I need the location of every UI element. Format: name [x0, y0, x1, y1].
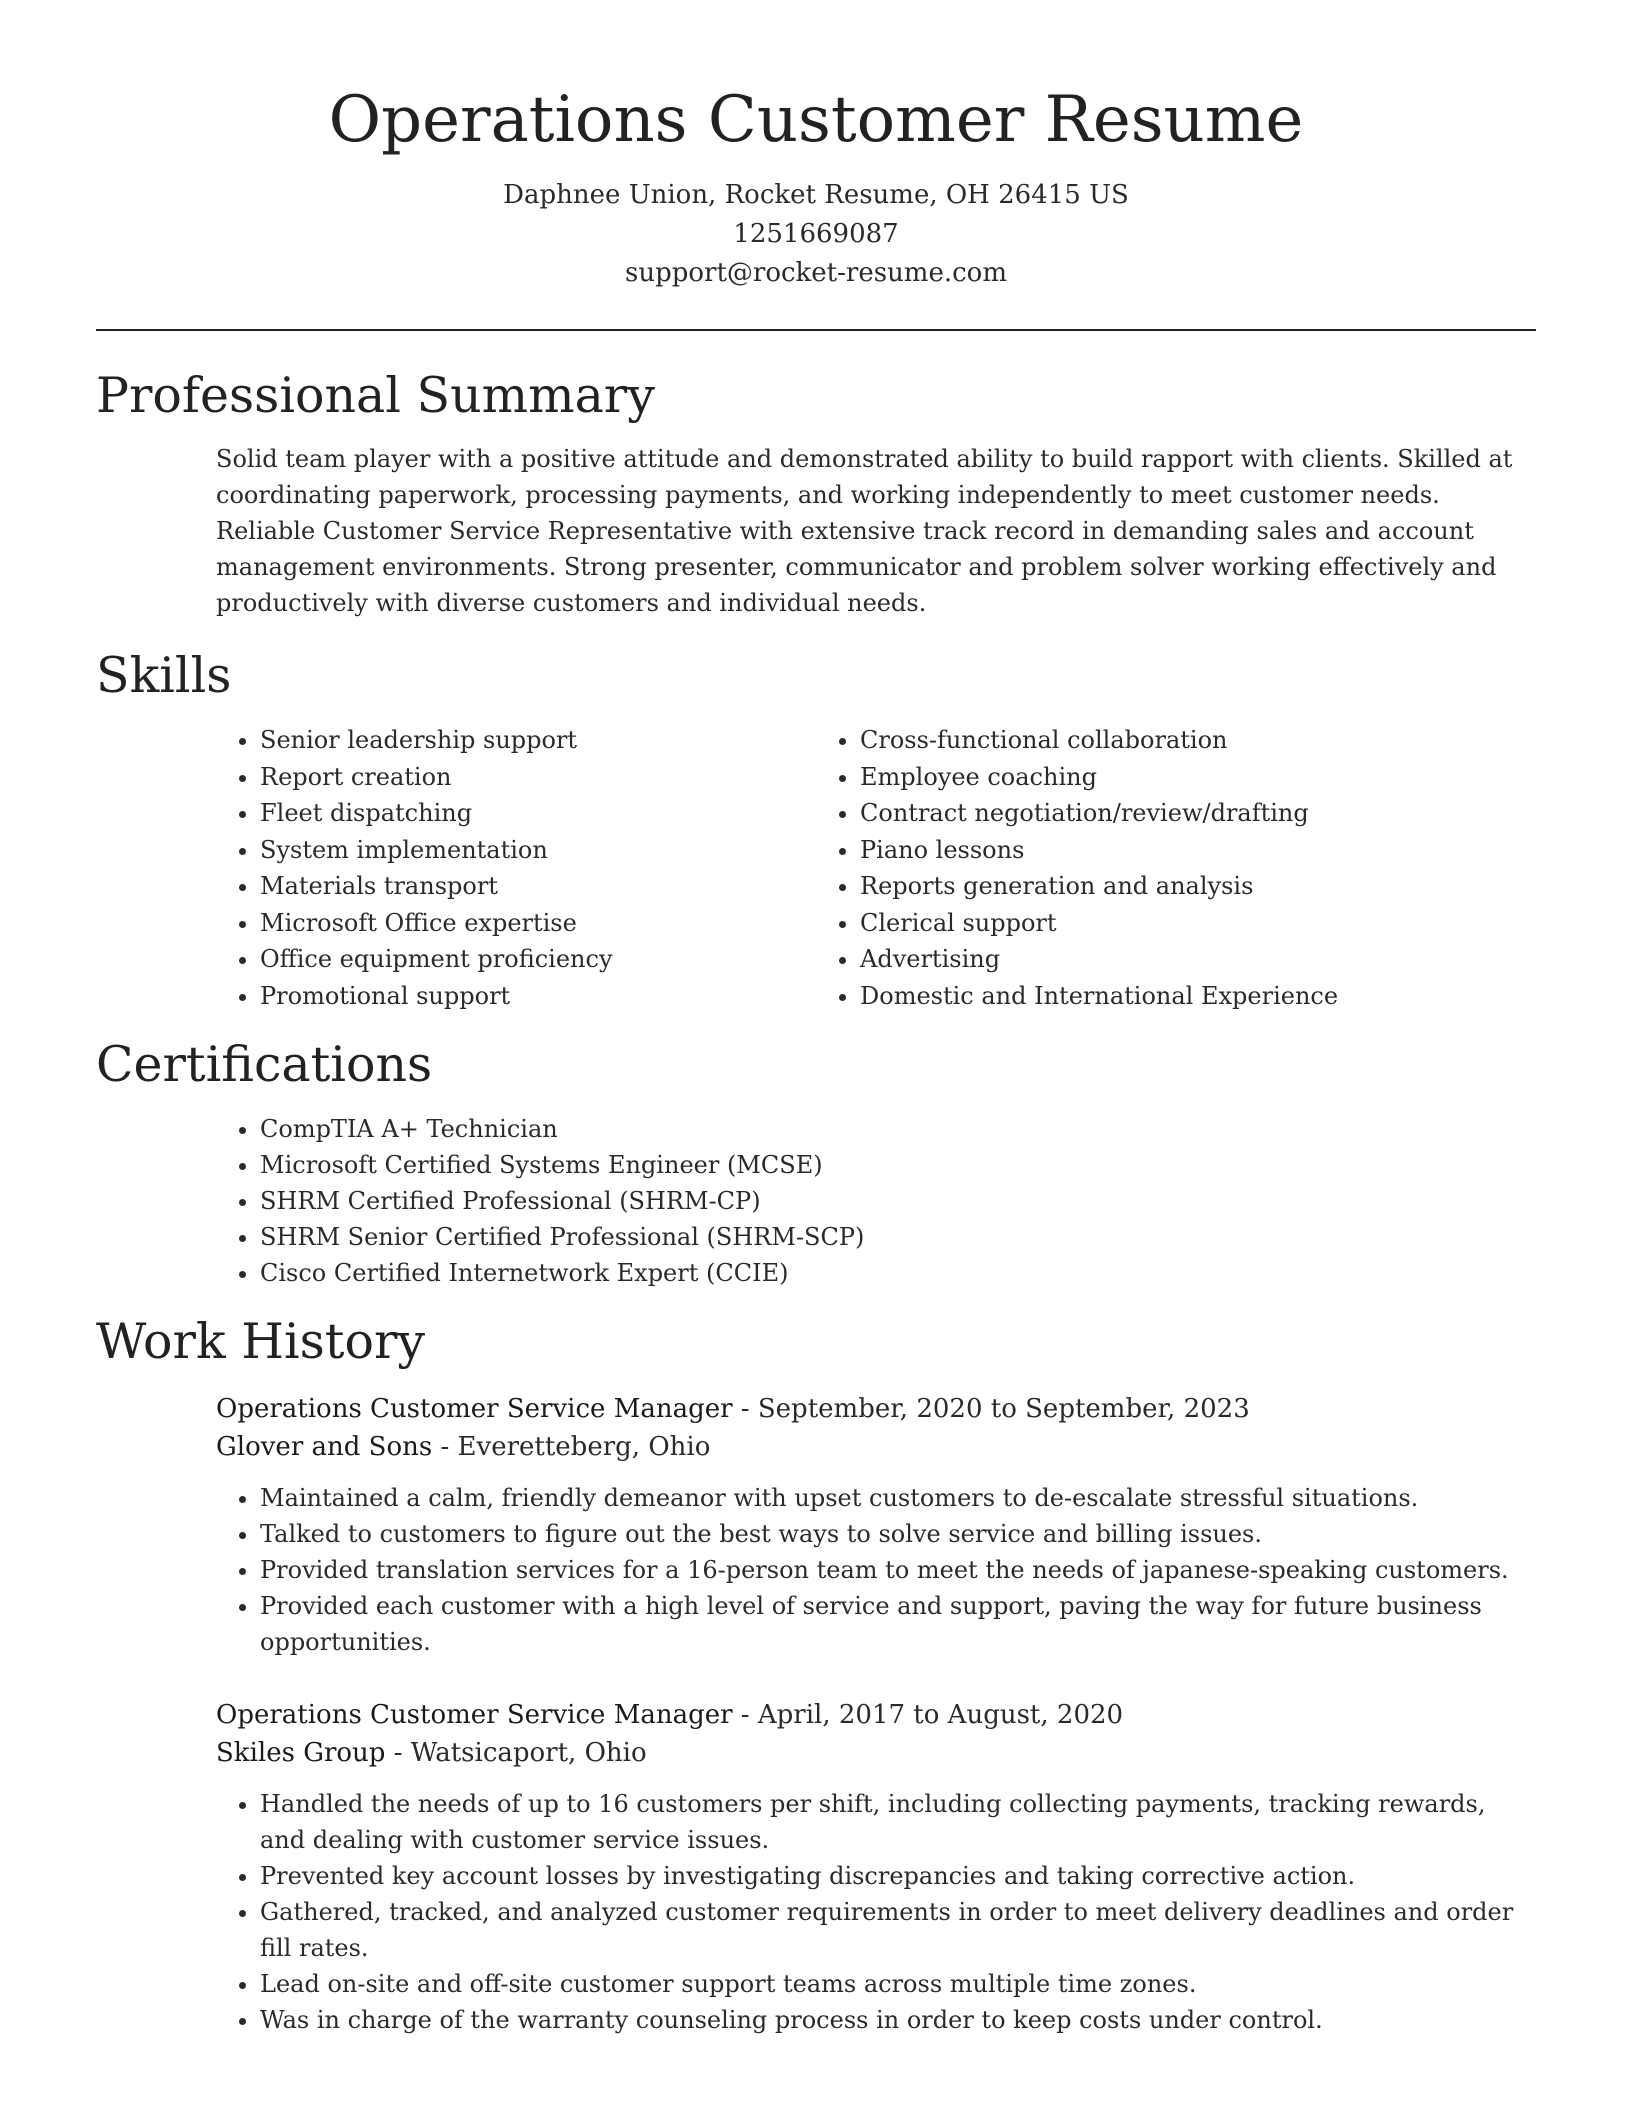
job-bullet: • Was in charge of the warranty counseling process in order to keep costs under control. [260, 2002, 1536, 2038]
job-bullet: • Maintained a calm, friendly demeanor with upset customers to de-escalate stressful situations. [260, 1480, 1536, 1516]
job-company-line [216, 1734, 1536, 1772]
skill-item: • Cross-functional collaboration [860, 722, 1338, 759]
job-location: - Everetteberg, Ohio [432, 1431, 711, 1462]
job-company: Glover and Sons [216, 1431, 433, 1462]
contact-email: support@rocket-resume.com [624, 257, 1007, 288]
job-bullet: • Provided translation services for a 16-person team to meet the needs of japanese-speaking customers. [260, 1552, 1536, 1588]
skills-list-right [816, 722, 1338, 1014]
certification-item: • SHRM Senior Certified Professional (SHRM-SCP) [260, 1219, 1536, 1255]
skill-item: • Fleet dispatching [260, 795, 816, 832]
work-history-section [96, 1313, 1536, 2038]
skills-section [96, 647, 1536, 1014]
summary-heading: Professional Summary [96, 366, 655, 424]
job-bullet: • Gathered, tracked, and analyzed customer requirements in order to meet delivery deadlines and order fill rates. [260, 1894, 1536, 1966]
job-company-line [216, 1428, 1536, 1466]
job-title-line [216, 1696, 1536, 1734]
certification-item: • SHRM Certified Professional (SHRM-CP) [260, 1183, 1536, 1219]
job-bullets [216, 1480, 1536, 1660]
work-history-heading: Work History [96, 1312, 426, 1370]
skill-item: • Domestic and International Experience [860, 978, 1338, 1015]
header-divider [96, 329, 1536, 331]
summary-text: Solid team player with a positive attitude and demonstrated ability to build rapport with clients. Skilled at coordinating paperwork, processing payments, and working independently to meet customer needs. Reliable Customer Service Representative with extensive track record in demanding sales and account management environments. Strong presenter, communicator and problem solver working effectively and productively with diverse customers and individual needs. [216, 445, 1513, 618]
skill-item: • Contract negotiation/review/drafting [860, 795, 1338, 832]
summary-section [96, 367, 1536, 622]
job-entry [216, 1696, 1536, 2038]
certifications-heading: Certifications [96, 1036, 433, 1094]
job-company: Skiles Group [216, 1737, 386, 1768]
job-dates: - April, 2017 to August, 2020 [732, 1699, 1124, 1730]
contact-block [96, 176, 1536, 293]
certification-item: • CompTIA A+ Technician [260, 1111, 1536, 1147]
skill-item: • Reports generation and analysis [860, 868, 1338, 905]
certifications-list [216, 1111, 1536, 1291]
skill-item: • Report creation [260, 759, 816, 796]
job-bullet: • Lead on-site and off-site customer support teams across multiple time zones. [260, 1966, 1536, 2002]
skill-item: • System implementation [260, 832, 816, 869]
job-bullet: • Handled the needs of up to 16 customers per shift, including collecting payments, tracking rewards, and dealing with customer service issues. [260, 1786, 1536, 1858]
skill-item: • Advertising [860, 941, 1338, 978]
job-title-line [216, 1390, 1536, 1428]
skills-list-left [216, 722, 816, 1014]
skill-item: • Microsoft Office expertise [260, 905, 816, 942]
skill-item: • Senior leadership support [260, 722, 816, 759]
skill-item: • Employee coaching [860, 759, 1338, 796]
contact-phone: 1251669087 [733, 218, 899, 249]
job-bullet: • Talked to customers to figure out the best ways to solve service and billing issues. [260, 1516, 1536, 1552]
certification-item: • Cisco Certified Internetwork Expert (CCIE) [260, 1255, 1536, 1291]
job-dates: - September, 2020 to September, 2023 [732, 1393, 1250, 1424]
contact-address: Daphnee Union, Rocket Resume, OH 26415 US [503, 179, 1129, 210]
skills-heading: Skills [96, 647, 232, 705]
resume-title: Operations Customer Resume [328, 83, 1304, 157]
job-bullet: • Provided each customer with a high level of service and support, paving the way for future business opportunities. [260, 1588, 1536, 1660]
certification-item: • Microsoft Certified Systems Engineer (MCSE) [260, 1147, 1536, 1183]
job-title: Operations Customer Service Manager [216, 1393, 733, 1424]
skill-item: • Materials transport [260, 868, 816, 905]
skills-columns [216, 722, 1536, 1014]
job-bullets [216, 1786, 1536, 2038]
certifications-section [96, 1036, 1536, 1291]
resume-header [96, 0, 1536, 293]
job-bullet: • Prevented key account losses by investigating discrepancies and taking corrective action. [260, 1858, 1536, 1894]
skill-item: • Clerical support [860, 905, 1338, 942]
skill-item: • Promotional support [260, 978, 816, 1015]
job-entry [216, 1390, 1536, 1660]
skill-item: • Piano lessons [860, 832, 1338, 869]
job-location: - Watsicaport, Ohio [385, 1737, 647, 1768]
skill-item: • Office equipment proficiency [260, 941, 816, 978]
job-title: Operations Customer Service Manager [216, 1699, 733, 1730]
